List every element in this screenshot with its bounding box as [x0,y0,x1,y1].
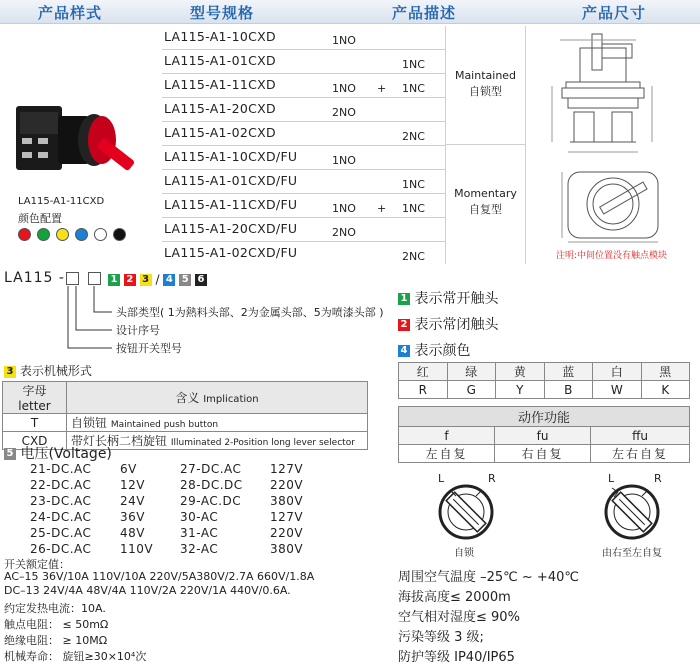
voltage-code: 32-AC [180,542,219,556]
voltage-value: 220V [270,478,304,492]
voltage-value: 6V [120,462,137,476]
voltage-value: 24V [120,494,145,508]
diagram-right-R: R [654,472,662,485]
voltage-row [180,541,320,557]
env-protection: 防护等级 IP40/IP65 [398,650,515,664]
voltage-code: 21-DC.AC [30,462,92,476]
voltage-value: 48V [120,526,145,540]
code-box-1: 1 [108,274,120,286]
mech-desc-t-en: Maintained push button [110,420,219,430]
model-name: LA115-A1-11CXD/FU [164,197,298,212]
diagram-left-L: L [438,472,445,485]
model-name: LA115-A1-01CXD/FU [164,173,298,188]
mode-maintained [446,68,525,100]
color-code-cell: B [544,381,593,399]
mech-badge: 3 [4,366,16,378]
color-code-row [399,363,690,381]
contact-nc: 1NC [402,202,425,215]
voltage-code: 28-DC.DC [180,478,243,492]
product-photo [14,96,154,188]
header-dimensions: 产品尺寸 [582,4,647,22]
dimension-note: 注明:中间位置没有触点模块 [556,251,668,261]
color-code-cell: G [447,381,496,399]
color-name-cell: 红 [399,363,448,381]
voltage-value: 127V [270,510,304,524]
voltage-table-left [30,461,170,557]
model-name: LA115-A1-20CXD/FU [164,221,298,236]
code-head-type: 头部类型( 1为熱料头部、2为金属头部、5为喷漆头部 ) [116,306,384,319]
mech-head-letter: 字母letter [3,382,67,414]
code-number-boxes [108,272,207,287]
mode-momentary [446,186,525,218]
voltage-value: 127V [270,462,304,476]
header-description: 产品描述 [392,4,457,22]
mech-heading [4,362,92,379]
header-product-style: 产品样式 [38,4,103,22]
voltage-row [30,525,170,541]
diagram-left-caption: 自锁 [454,548,474,559]
function-head-fu: fu [495,427,591,445]
env-temperature: 周围空气温度 –25℃ ~ +40℃ [398,570,579,585]
mech-head-meaning-cn: 含义 [175,391,200,405]
model-name: LA115-A1-01CXD [164,53,276,68]
mech-code-t: T [3,414,67,432]
contact-nc: 2NC [402,130,425,143]
voltage-code: 31-AC [180,526,219,540]
diagram-right-L: L [608,472,615,485]
voltage-value: 380V [270,542,304,556]
dimension-divider [525,26,526,264]
voltage-row [30,541,170,557]
voltage-value: 12V [120,478,145,492]
header-model-spec: 型号规格 [190,4,255,22]
color-code-cell: K [641,381,690,399]
code-slash: / [155,272,160,287]
model-row [162,122,445,146]
code-box-3: 3 [140,274,152,286]
legend-color-text: 表示颜色 [414,343,471,359]
mode-maintained-en: Maintained [454,69,517,82]
mech-desc-cxd-en: Illuminated 2-Position long lever selector [170,438,355,448]
env-pollution: 污染等级 3 级; [398,630,484,645]
voltage-row [30,493,170,509]
voltage-value: 36V [120,510,145,524]
legend-no-badge: 1 [398,293,410,305]
model-name: LA115-A1-10CXD [164,29,276,44]
model-row [162,194,445,218]
contact-nc: 1NC [402,178,425,191]
voltage-row [180,461,320,477]
color-name-cell: 白 [593,363,642,381]
diagram-right-caption: 由右至左自复 [602,548,662,559]
contact-plus: + [377,202,387,215]
code-box-6: 6 [195,274,207,286]
color-dot-green [37,228,50,241]
voltage-row [180,509,320,525]
contact-no: 1NO [332,34,356,47]
model-name: LA115-A1-02CXD [164,125,276,140]
model-name: LA115-A1-02CXD/FU [164,245,298,260]
model-row [162,242,445,266]
code-slot-1 [66,272,79,285]
code-slot-2 [88,272,101,285]
voltage-row [30,461,170,477]
color-config-label: 颜色配置 [18,212,62,225]
voltage-row [180,477,320,493]
mech-desc-cxd-cn: 带灯长柄二档旋钮 [71,434,168,448]
color-dot-white [94,228,107,241]
voltage-code: 27-DC.AC [180,462,242,476]
voltage-code: 23-DC.AC [30,494,92,508]
color-dot-red [18,228,31,241]
model-name: LA115-A1-10CXD/FU [164,149,298,164]
mech-head-meaning-en: Implication [203,394,259,405]
contact-no: 1NO [332,154,356,167]
model-table-divider [445,26,446,264]
mech-table [2,381,368,450]
model-row [162,26,445,50]
contact-no: 1NO [332,202,356,215]
voltage-row [180,525,320,541]
mech-title: 表示机械形式 [19,364,92,378]
voltage-row [180,493,320,509]
function-val-f: 左自复 [399,445,495,463]
product-image-label: LA115-A1-11CXD [18,196,105,207]
color-code-cell: R [399,381,448,399]
legend-nc [398,314,498,334]
ratings-contact: 触点电阻： ≤ 50mΩ [4,618,109,631]
mech-head-meaning [67,382,368,414]
model-name: LA115-A1-11CXD [164,77,276,92]
color-name-cell: 黄 [496,363,545,381]
legend-color [398,340,470,360]
contact-plus: + [377,82,387,95]
contact-nc: 1NC [402,82,425,95]
ratings-insulation: 绝缘电阻： ≥ 10MΩ [4,634,108,647]
voltage-code: 26-DC.AC [30,542,92,556]
code-button-type: 按钮开关型号 [116,342,182,355]
voltage-code: 24-DC.AC [30,510,92,524]
selector-diagram-right [604,484,660,540]
contact-nc: 2NC [402,250,425,263]
voltage-value: 380V [270,494,304,508]
dimension-drawing-front [558,164,678,244]
color-code-table [398,362,690,399]
function-val-ffu: 左右自复 [591,445,690,463]
code-leader-lines [60,286,120,356]
color-name-cell: 绿 [447,363,496,381]
model-row [162,218,445,242]
voltage-code: 25-DC.AC [30,526,92,540]
ratings-dc: DC–13 24V/4A 48V/4A 110V/2A 220V/1A 440V/0.6A. [4,584,291,597]
function-title: 动作功能 [399,407,690,427]
color-name-cell: 黑 [641,363,690,381]
contact-no: 1NO [332,82,356,95]
color-code-cell: W [593,381,642,399]
voltage-code: 30-AC [180,510,219,524]
ratings-title: 开关额定值： [4,558,70,571]
voltage-row [30,477,170,493]
voltage-table-right [180,461,320,557]
color-code-cell: Y [496,381,545,399]
code-prefix: LA115 - [4,270,65,286]
legend-nc-badge: 2 [398,319,410,331]
code-box-5: 5 [179,274,191,286]
voltage-value: 220V [270,526,304,540]
legend-nc-text: 表示常闭触头 [414,317,499,333]
ratings-ac: AC–15 36V/10A 110V/10A 220V/5A380V/2.7A 660V/1.8A [4,570,315,583]
legend-color-badge: 4 [398,345,410,357]
color-dot-yellow [56,228,69,241]
function-head-ffu: ffu [591,427,690,445]
ratings-heat: 约定发热电流：10A. [4,602,106,615]
dimension-drawing-side [540,30,690,160]
model-row [162,146,445,170]
code-box-2: 2 [124,274,136,286]
function-val-fu: 右自复 [495,445,591,463]
code-design-seq: 设计序号 [116,324,160,337]
model-row [162,170,445,194]
code-box-4: 4 [163,274,175,286]
color-name-cell: 蓝 [544,363,593,381]
legend-no-text: 表示常开触头 [414,291,499,307]
color-dot-black [113,228,126,241]
contact-no: 2NO [332,106,356,119]
diagram-left-R: R [488,472,496,485]
mech-desc-t [67,414,368,432]
mode-group-separator [445,144,525,145]
mech-desc-t-cn: 自锁钮 [71,416,108,430]
voltage-code: 29-AC.DC [180,494,242,508]
selector-diagram-left [438,484,494,540]
ratings-life: 机械寿命： 旋钮≥30×10⁴次 [4,650,147,663]
mode-momentary-cn: 自复型 [469,203,502,216]
legend-no [398,288,498,308]
voltage-value: 110V [120,542,154,556]
voltage-title: 电压(Voltage) [20,446,112,462]
voltage-badge: 5 [4,448,16,460]
model-row [162,50,445,74]
contact-nc: 1NC [402,58,425,71]
color-code-row [399,381,690,399]
env-altitude: 海拔高度≤ 2000m [398,590,511,605]
function-head-f: f [399,427,495,445]
voltage-row [30,509,170,525]
mode-momentary-en: Momentary [454,187,517,200]
env-humidity: 空气相对湿度≤ 90% [398,610,520,625]
mode-maintained-cn: 自锁型 [469,85,502,98]
model-name: LA115-A1-20CXD [164,101,276,116]
contact-no: 2NO [332,226,356,239]
color-dot-blue [75,228,88,241]
voltage-code: 22-DC.AC [30,478,92,492]
mech-code-cxd: CXD [3,432,67,450]
function-table [398,406,690,463]
model-row [162,74,445,98]
voltage-heading [4,443,112,463]
model-row [162,98,445,122]
